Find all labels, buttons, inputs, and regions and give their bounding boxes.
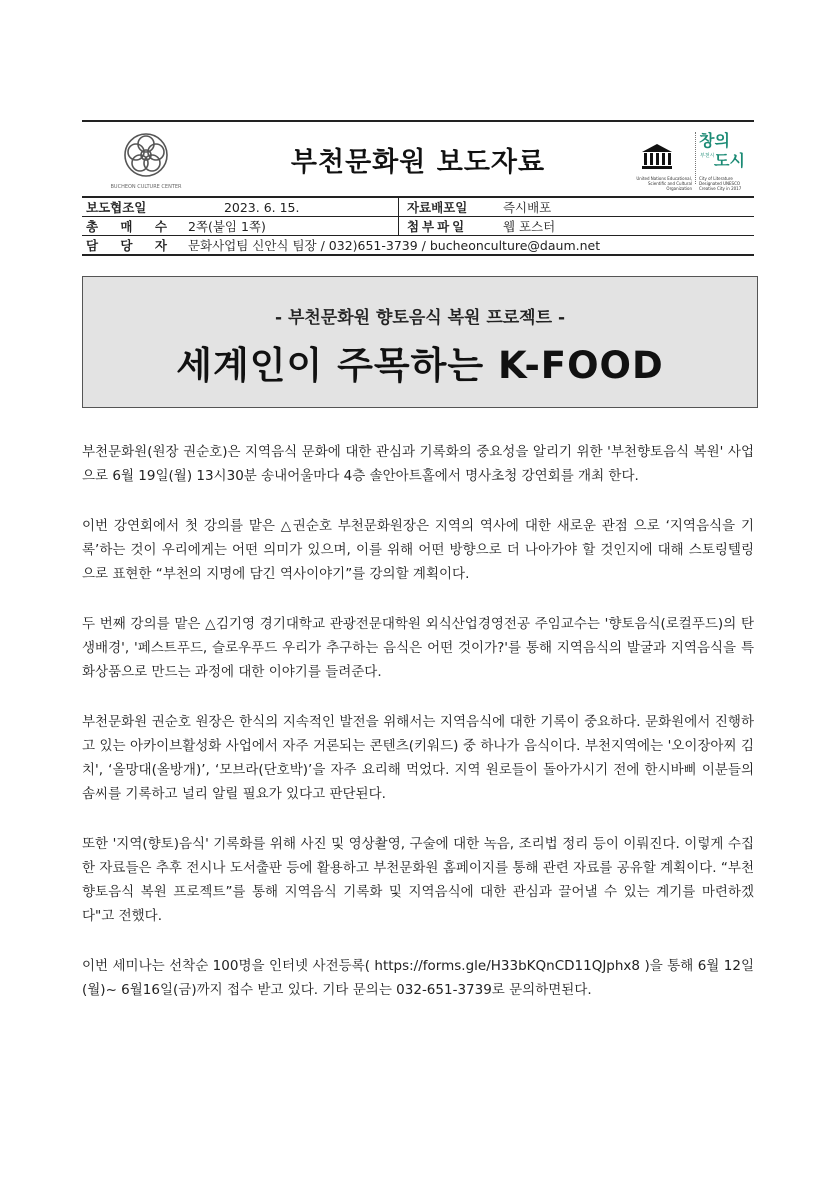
page-title: 부천문화원 보도자료 [290, 147, 546, 178]
headline-title: 세계인이 주목하는 K-FOOD [176, 344, 664, 387]
headline-banner [82, 276, 758, 408]
paragraph: 이번 세미나는 선착순 100명을 인터넷 사전등록( https://forms.gle/H33bKQnCD11QJphx8 )을 통해 6월 12일 (월)~ 6월16일(금)까지 접수 받고 있다. 기타 문의는 032-651-3739로 문의하면된다. [82, 958, 754, 998]
paragraph: 부천문화원 권순호 원장은 한식의 지속적인 발전을 위해서는 지역음식에 대한 기록이 중요하다. 문화원에서 진행하고 있는 아카이브활성화 사업에서 자주 거론되는 콘텐츠(키워드) 중 하나가 음식이다. 부천지역에는 '오이장아찌 김치', ‘올망대(올방개)’, ‘모브라(단호박)’을 자주 요리해 먹었다. 지역 원로들이 돌아가시기 전에 한시바삐 이분들의 솜씨를 기록하고 널리 알릴 필요가 있다고 판단된다. [82, 714, 754, 802]
logo-divider [695, 132, 696, 184]
release-info-table [82, 196, 754, 256]
headline-subtitle: - 부천문화원 향토음식 복원 프로젝트 - [274, 308, 566, 328]
press-release-header [82, 120, 754, 198]
creative-city-line2: 도시 [714, 151, 745, 170]
paragraph: 부천문화원(원장 권순호)은 지역음식 문화에 대한 관심과 기록화의 중요성을 알리기 위한 '부천향토음식 복원' 사업으로 6월 19일(월) 13시30분 송내어울마다 4층 솔안아트홀에서 명사초청 강연회를 개최 한다. [82, 444, 754, 484]
release-value: 즉시배포 [499, 197, 754, 217]
creative-city-text: City of Literature Designated UNESCO Creative City in 2017 [699, 176, 742, 191]
unesco-creative-city-logo [622, 128, 754, 194]
release-label: 자료배포일 [398, 197, 499, 217]
unesco-text: United Nations Educational, Scientific and Cultural Organization [636, 176, 692, 191]
logo-text: BUCHEON CULTURE CENTER [110, 184, 182, 190]
article-body [82, 440, 754, 1028]
info-row-contact [82, 236, 754, 256]
paragraph: 또한 '지역(향토)음식' 기록화를 위해 사진 및 영상촬영, 구술에 대한 녹음, 조리법 정리 등이 이뤄진다. 이렇게 수집한 자료들은 추후 전시나 도서출판 등에 활용하고 부천문화원 홈페이지를 통해 관련 자료를 공유할 계획이다. “부천 향토음식 복원 프로젝트”를 통해 지역음식 기록화 및 지역음식에 대한 관심과 끌어낼 수 있는 계기를 마련하겠다"고 전했다. [82, 836, 754, 924]
date-label: 보도협조일 [82, 197, 180, 217]
date-value: 2023. 6. 15. [180, 197, 399, 217]
creative-city-small: 부천시 [700, 153, 715, 159]
attach-value: 웹 포스터 [499, 217, 754, 236]
paragraph: 두 번째 강의를 맡은 △김기영 경기대학교 관광전문대학원 외식산업경영전공 주임교수는 '향토음식(로컬푸드)의 탄생배경', '페스트푸드, 슬로우푸드 우리가 추구하는 음식은 어떤 것이가?'를 통해 지역음식의 발굴과 지역음식을 특화상품으로 만드는 과정에 대한 이야기를 들려준다. [82, 616, 754, 680]
pages-value: 2쪽(붙임 1쪽) [180, 217, 399, 236]
info-row-pages [82, 217, 754, 236]
paragraph: 이번 강연회에서 첫 강의를 맡은 △권순호 부천문화원장은 지역의 역사에 대한 새로운 관점 으로 ‘지역음식을 기록’하는 것이 우리에게는 어떤 의미가 있으며, 이를 위해 어떤 방향으로 더 나아가야 할 것인지에 대해 스토링텔링으로 표현한 “부천의 지명에 담긴 역사이야기”를 강의할 계획이다. [82, 518, 754, 582]
pages-label: 총 매 수 [82, 217, 180, 236]
attach-label: 첨부파일 [398, 217, 499, 236]
info-row-date [82, 197, 754, 217]
creative-city-line1: 창의 [699, 131, 730, 150]
contact-value: 문화사업팀 신안식 팀장 / 032)651-3739 / bucheonculture@daum.net [180, 236, 754, 256]
contact-label: 담 당 자 [82, 236, 180, 256]
unesco-temple-icon [640, 142, 674, 172]
